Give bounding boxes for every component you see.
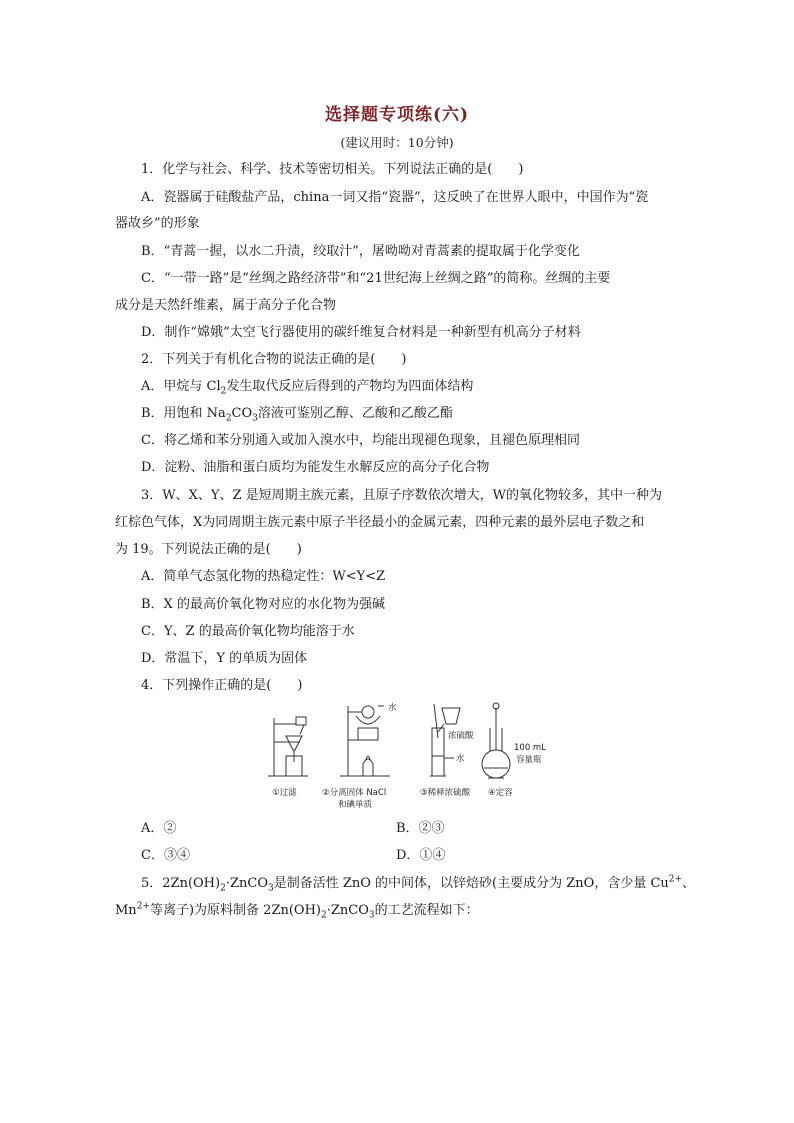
q3-option-d: D．常温下，Y 的单质为固体 (141, 651, 308, 666)
label-water-2: 水 (456, 754, 465, 764)
q1-option-a-line2: 器故乡”的形象 (115, 216, 200, 231)
label-conc-acid: 浓硫酸 (448, 731, 474, 741)
lab-apparatus-figure (260, 698, 560, 810)
q3-option-a: A．简单气态氢化物的热稳定性：W<Y<Z (141, 569, 386, 584)
q2-option-c: C．将乙烯和苯分别通入或加入溴水中，均能出现褪色现象，且褪色原理相同 (141, 433, 580, 448)
q1-option-c-line1: C．“一带一路”是“丝绸之路经济带”和“21世纪海上丝绸之路”的简称。丝绸的主要 (141, 271, 611, 286)
q1-option-a-line1: A．瓷器属于硅酸盐产品，china一词又指“瓷器”，这反映了在世界人眼中，中国作为“瓷 (141, 190, 649, 205)
q4-option-b: B．②③ (396, 821, 445, 836)
q5-stem-line2: $Mn^{2+}$等离子)为原料制备 $2Zn(OH)_2\cdot ZnCO_3$的工艺流程如下： (115, 901, 479, 921)
q3-stem-line2: 红棕色气体，X为同周期主族元素中原子半径最小的金属元素，四种元素的最外层电子数之和 (115, 515, 645, 530)
q4-stem: 4．下列操作正确的是( ) (141, 678, 303, 693)
q3-stem-line3: 为 19。下列说法正确的是( ) (115, 542, 302, 557)
q4-option-a: A．② (141, 821, 177, 836)
caption-separation: ②分离固体 NaCl (322, 788, 387, 798)
apparatus-drawing (260, 698, 560, 810)
q4-option-c: C．③④ (141, 848, 190, 863)
caption-dilution: ③稀释浓硫酸 (420, 788, 471, 798)
time-hint: (建议用时：10分钟) (340, 135, 454, 150)
q2-option-d: D．淀粉、油脂和蛋白质均为能发生水解反应的高分子化合物 (141, 460, 490, 475)
q1-option-c-line2: 成分是天然纤维素，属于高分子化合物 (115, 298, 337, 313)
page-title: 选择题专项练(六) (324, 105, 470, 125)
label-100ml: 100 mL (514, 743, 546, 753)
q4-option-d: D．①④ (396, 848, 446, 863)
label-volumetric-flask: 容量瓶 (516, 755, 542, 765)
caption-filtration: ①过滤 (272, 788, 297, 798)
q5-stem-line1: 5．$2Zn(OH)_2\cdot ZnCO_3$是制备活性 ZnO 的中间体，以锌焙砂(主要成分为 ZnO，含少量 $Cu^{2+}$、 (141, 874, 696, 894)
q1-option-d: D．制作“嫦娥”太空飞行器使用的碳纤维复合材料是一种新型有机高分子材料 (141, 325, 581, 340)
q2-stem: 2．下列关于有机化合物的说法正确的是( ) (141, 352, 407, 367)
q3-option-b: B．X 的最高价氧化物对应的水化物为强碱 (141, 597, 385, 612)
q3-stem-line1: 3．W、X、Y、Z 是短周期主族元素，且原子序数依次增大，W的氧化物较多，其中一种为 (141, 488, 662, 503)
caption-separation-2: 和碘单质 (338, 800, 373, 810)
q3-option-c: C．Y、Z 的最高价氧化物均能溶于水 (141, 624, 355, 639)
caption-fixing-volume: ④定容 (488, 788, 513, 798)
q2-option-b: B．用饱和 $Na_2CO_3$溶液可鉴别乙醇、乙酸和乙酸乙酯 (141, 406, 453, 424)
q1-option-b: B．“青蒿一握，以水二升渍，绞取汁”，屠呦呦对青蒿素的提取属于化学变化 (141, 244, 580, 259)
q2-option-a: A．甲烷与 $Cl_2$发生取代反应后得到的产物均为四面体结构 (141, 379, 474, 397)
q1-stem: 1．化学与社会、科学、技术等密切相关。下列说法正确的是( ) (141, 162, 524, 177)
label-water-1: 水 (388, 703, 397, 713)
